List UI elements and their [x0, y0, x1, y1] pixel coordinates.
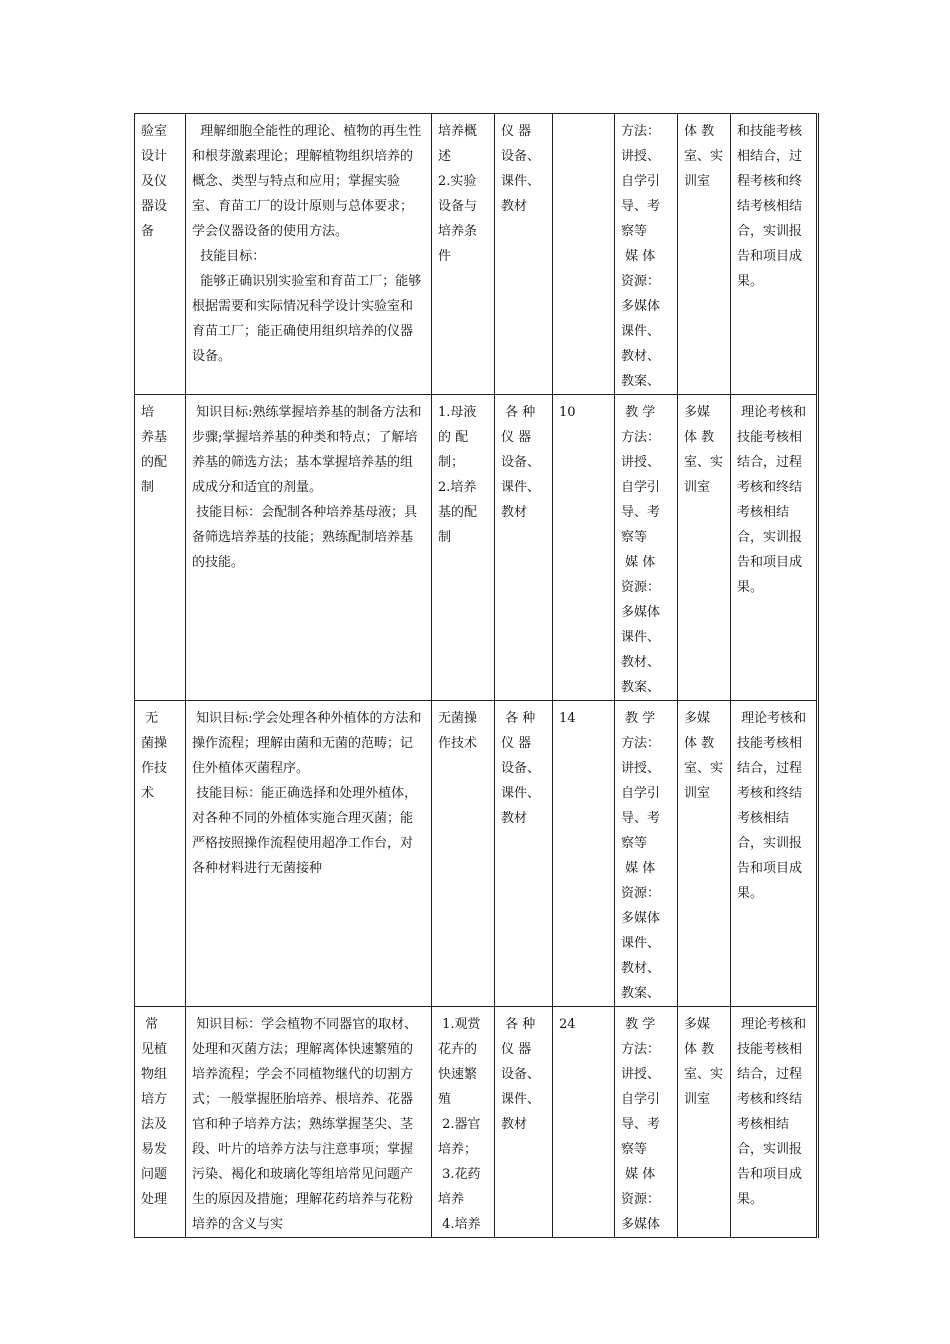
assessment-cell — [731, 701, 818, 1007]
methods-cell — [615, 701, 678, 1007]
module-name: 无 菌操 作技 术 — [141, 711, 168, 801]
objectives-cell — [186, 701, 432, 1007]
objectives-text: 知识目标:熟练掌握培养基的制备方法和步骤;掌握培养基的种类和特点；了解培养基的筛选方法；基本掌握培养基的组成成分和适宜的剂量。 技能目标：会配制各种培养基母液；具备筛选培养基的技能；熟练配制培养基的技能。 — [192, 405, 422, 570]
methods-cell — [615, 395, 678, 701]
content-cell — [432, 1007, 495, 1238]
content-text: 无菌操作技术 — [438, 711, 478, 751]
hours-cell — [553, 114, 615, 395]
hours-cell — [553, 1007, 615, 1238]
objectives-cell — [186, 1007, 432, 1238]
assessment-text: 理论考核和技能考核相结合，过程考核和终结考核相结合，实训报告和项目成果。 — [737, 711, 807, 901]
resources-text: 各 种 仪 器 设备、 课件、 教材 — [501, 1017, 541, 1132]
methods-cell — [615, 1007, 678, 1238]
content-text: 培养概述 2.实验设备与培养条件 — [438, 124, 478, 264]
methods-text: 方法： 讲授、 自学引 导、考 察等 媒 体 资源： 多媒体 课件、 教材、 教案、 — [621, 124, 661, 389]
methods-text: 教 学 方法： 讲授、 自学引 导、考 察等 媒 体 资源： 多媒体 课件、 教材、 教案、 — [621, 405, 661, 695]
methods-cell — [615, 114, 678, 395]
table-row — [135, 1007, 818, 1238]
content-text: 1.观赏花卉的快速繁殖 2.器官培养； 3.花药培养 4.培养 — [438, 1017, 481, 1232]
module-name: 验室 设计 及仪 器设 备 — [141, 124, 168, 239]
assessment-cell — [731, 395, 818, 701]
hours-text: 14 — [559, 711, 576, 726]
module-name: 培 养基 的配 制 — [141, 405, 168, 495]
objectives-text: 知识目标：学会植物不同器官的取材、处理和灭菌方法；理解离体快速繁殖的培养流程；学会不同植物继代的切割方式；一般掌握胚胎培养、根培养、花器官和种子培养方法；熟练掌握茎尖、茎段、叶片的培养方法与注意事项；掌握污染、褐化和玻璃化等组培常见问题产生的原因及措施；理解花药培养与花粉培养的含义与实 — [192, 1017, 418, 1232]
assessment-cell — [731, 114, 818, 395]
venue-text: 多媒 体 教 室、实 训室 — [684, 711, 724, 801]
assessment-text: 理论考核和技能考核相结合，过程考核和终结考核相结合，实训报告和项目成果。 — [737, 405, 807, 595]
objectives-text: 理解细胞全能性的理论、植物的再生性和根芽激素理论；理解植物组织培养的概念、类型与特点和应用；掌握实验室、育苗工厂的设计原则与总体要求；学会仪器设备的使用方法。 技能目标： 能够正确识别实验室和育苗工厂；能够根据需要和实际情况科学设计实验室和育苗工厂；能正确使用组织培养的仪器设备。 — [192, 124, 422, 364]
objectives-text: 知识目标:学会处理各种外植体的方法和操作流程；理解由菌和无菌的范畴；记住外植体灭菌程序。 技能目标：能正确选择和处理外植体，对各种不同的外植体实施合理灭菌；能严格按照操作流程使用超净工作台，对各种材料进行无菌接种 — [192, 711, 422, 876]
resources-text: 各 种 仪 器 设备、 课件、 教材 — [501, 405, 541, 520]
module-cell — [135, 1007, 186, 1238]
venue-text: 体 教 室、实 训室 — [684, 124, 724, 189]
venue-text: 多媒 体 教 室、实 训室 — [684, 1017, 724, 1107]
methods-text: 教 学 方法： 讲授、 自学引 导、考 察等 媒 体 资源： 多媒体 课件、 教材、 教案、 — [621, 711, 661, 1001]
venue-text: 多媒 体 教 室、实 训室 — [684, 405, 724, 495]
table-row — [135, 395, 818, 701]
assessment-cell — [731, 1007, 818, 1238]
resources-cell — [495, 114, 553, 395]
content-cell — [432, 395, 495, 701]
table-row — [135, 701, 818, 1007]
module-cell — [135, 395, 186, 701]
methods-text: 教 学 方法： 讲授、 自学引 导、考 察等 媒 体 资源： 多媒体 — [621, 1017, 661, 1232]
content-cell — [432, 114, 495, 395]
hours-text: 24 — [559, 1017, 576, 1032]
content-text: 1.母液的 配制； 2.培养基的配制 — [438, 405, 478, 545]
venue-cell — [678, 701, 731, 1007]
course-table — [134, 113, 819, 1238]
resources-cell — [495, 395, 553, 701]
table-row — [135, 114, 818, 395]
module-name: 常 见植 物组 培方 法及 易发 问题 处理 — [141, 1017, 168, 1207]
resources-text: 仪 器 设备、 课件、 教材 — [501, 124, 541, 214]
hours-cell — [553, 701, 615, 1007]
assessment-text: 理论考核和技能考核相结合，过程考核和终结考核相结合，实训报告和项目成果。 — [737, 1017, 807, 1207]
resources-cell — [495, 701, 553, 1007]
venue-cell — [678, 114, 731, 395]
objectives-cell — [186, 114, 432, 395]
hours-text: 10 — [559, 405, 576, 420]
assessment-text: 和技能考核相结合，过程考核和终结考核相结合，实训报告和项目成果。 — [737, 124, 803, 289]
venue-cell — [678, 1007, 731, 1238]
resources-cell — [495, 1007, 553, 1238]
resources-text: 各 种 仪 器 设备、 课件、 教材 — [501, 711, 541, 826]
objectives-cell — [186, 395, 432, 701]
content-cell — [432, 701, 495, 1007]
venue-cell — [678, 395, 731, 701]
module-cell — [135, 114, 186, 395]
module-cell — [135, 701, 186, 1007]
hours-cell — [553, 395, 615, 701]
